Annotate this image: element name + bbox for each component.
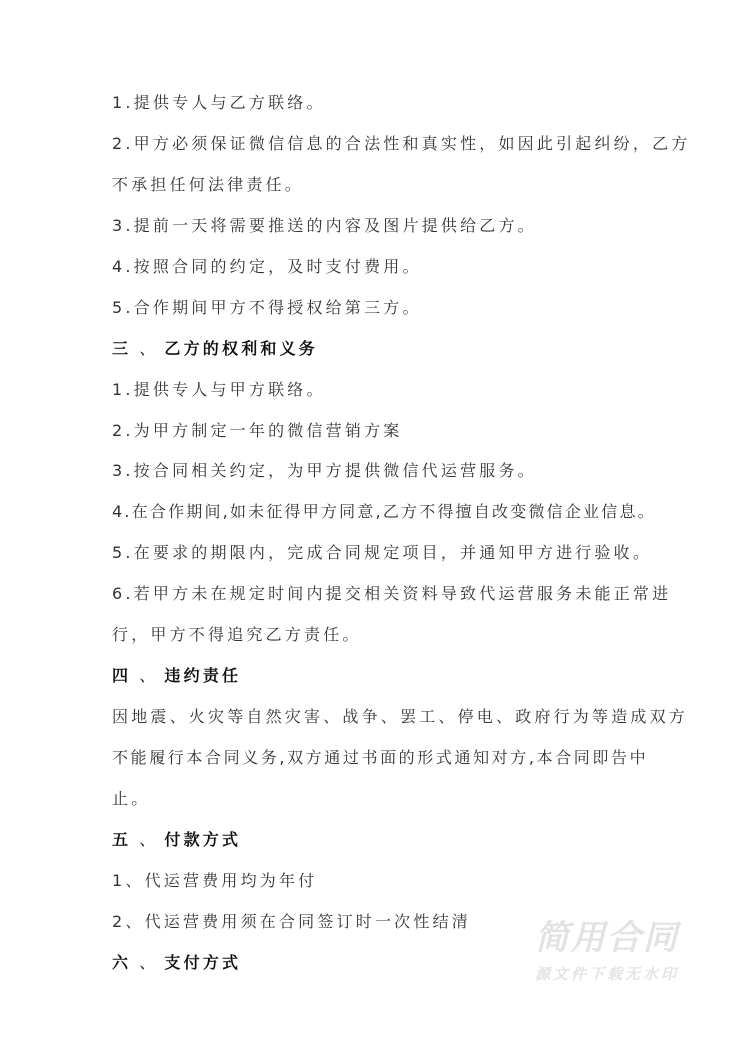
list-item: 1.提供专人与乙方联络。 [112,93,326,112]
section-separator: 、 [139,952,159,972]
section-separator: 、 [139,666,159,686]
contract-page [112,89,691,990]
section-number: 五 [112,829,132,849]
section-separator: 、 [139,338,159,358]
list-item: 2.甲方必须保证微信信息的合法性和真实性，如因此引起纠纷，乙方 [112,133,691,153]
section-title: 乙方的权利和义务 [164,338,319,358]
list-item: 2、代运营费用须在合同签订时一次性结清 [112,911,471,931]
list-item: 1、代运营费用均为年付 [112,870,318,890]
section-title: 支付方式 [164,952,242,972]
section-heading-3 [112,335,632,376]
section-separator: 、 [139,829,159,849]
list-item: 2.为甲方制定一年的微信营销方案 [112,420,403,440]
section-heading-4 [112,662,632,703]
section-number: 四 [112,666,132,686]
watermark [512,918,702,986]
list-item: 3.提前一天将需要推送的内容及图片提供给乙方。 [112,215,537,235]
list-item: 3.按合同相关约定，为甲方提供微信代运营服务。 [112,461,537,481]
list-item: 5.合作期间甲方不得授权给第三方。 [112,297,422,317]
watermark-title: 简用合同 [535,918,679,958]
section-heading-5 [112,826,632,867]
list-item: 6.若甲方未在规定时间内提交相关资料导致代运营服务未能正常进 [112,584,672,604]
section-number: 三 [112,338,132,358]
paragraph-line: 止。 [112,788,151,808]
list-item: 1.提供专人与甲方联络。 [112,379,326,399]
paragraph-line: 不能履行本合同义务,双方通过书面的形式通知对方,本合同即告中 [112,748,649,767]
section-title: 付款方式 [164,829,242,849]
paragraph-line: 因地震、火灾等自然灾害、战争、罢工、停电、政府行为等造成双方 [112,707,689,727]
list-item: 4.按照合同的约定，及时支付费用。 [112,256,422,276]
list-item-continuation: 不承担任何法律责任。 [112,174,305,194]
watermark-subtitle: 源文件下载无水印 [534,965,679,983]
section-number: 六 [112,952,132,972]
list-item: 4.在合作期间,如未征得甲方同意,乙方不得擅自改变微信企业信息。 [112,502,656,522]
list-item: 5.在要求的期限内，完成合同规定项目，并通知甲方进行验收。 [112,543,653,563]
section-title: 违约责任 [164,666,242,686]
list-item-continuation: 行，甲方不得追究乙方责任。 [112,625,362,645]
